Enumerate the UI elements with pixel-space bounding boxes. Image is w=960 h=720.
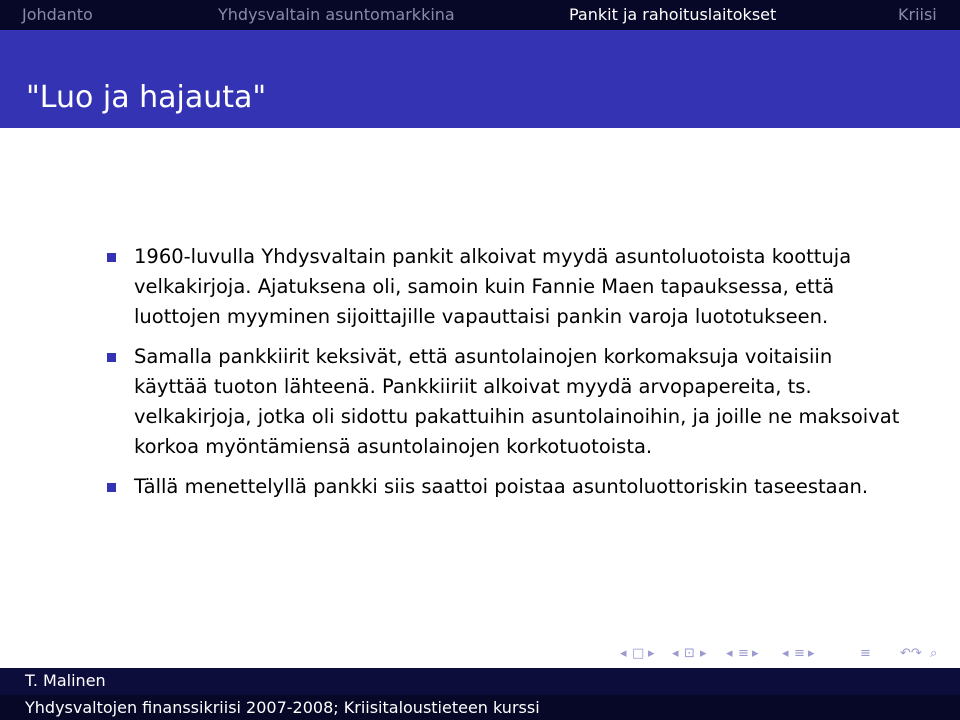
bullet-item [103, 242, 903, 332]
nav-section-pankit[interactable]: Pankit ja rahoituslaitokset [569, 5, 777, 24]
frame-icon[interactable]: □ [632, 646, 645, 661]
prev-frame-icon[interactable]: ◂ [620, 646, 627, 661]
next-section-icon[interactable]: ▸ [752, 646, 759, 661]
square-bullet-icon [107, 353, 116, 362]
prev-subsection-icon[interactable]: ◂ [672, 646, 679, 661]
next-frame-icon[interactable]: ▸ [648, 646, 655, 661]
square-bullet-icon [107, 483, 116, 492]
bullet-item [103, 472, 903, 502]
slide-title: "Luo ja hajauta" [26, 80, 267, 115]
nav-section-johdanto[interactable]: Johdanto [22, 5, 93, 24]
footer-course-title: Yhdysvaltojen finanssikriisi 2007-2008; Kriisitaloustieteen kurssi [25, 698, 540, 717]
next-document-icon[interactable]: ▸ [808, 646, 815, 661]
back-forward-icon[interactable]: ↶↷ [900, 646, 922, 661]
next-subsection-icon[interactable]: ▸ [700, 646, 707, 661]
prev-section-icon[interactable]: ◂ [726, 646, 733, 661]
nav-section-asuntomarkkina[interactable]: Yhdysvaltain asuntomarkkina [218, 5, 455, 24]
section-navigation-bar [0, 0, 960, 30]
section-icon[interactable]: ≡ [738, 646, 749, 661]
footer-author: T. Malinen [25, 671, 106, 690]
slide-content [103, 242, 903, 512]
bullet-item [103, 342, 903, 462]
square-bullet-icon [107, 253, 116, 262]
title-bar [0, 30, 960, 128]
bullet-text: Tällä menettelyllä pankki siis saattoi poistaa asuntoluottoriskin taseestaan. [134, 475, 869, 498]
footer-author-bar [0, 668, 960, 695]
bullet-text: 1960-luvulla Yhdysvaltain pankit alkoivat myydä asuntoluotoista koottuja velkakirjoja. Ajatuksena oli, samoin kuin Fannie Maen tapauksessa, että luottojen myyminen sijoittajille vapauttaisi pankin varoja luototukseen. [134, 245, 852, 328]
prev-document-icon[interactable]: ◂ [782, 646, 789, 661]
footer-course-bar [0, 695, 960, 720]
search-icon[interactable]: ⌕ [930, 646, 938, 661]
subsection-icon[interactable]: ⊡ [684, 646, 695, 661]
nav-section-kriisi[interactable]: Kriisi [898, 5, 937, 24]
bullet-text: Samalla pankkiirit keksivät, että asuntolainojen korkomaksuja voitaisiin käyttää tuoton lähteenä. Pankkiiriit alkoivat myydä arvopapereita, ts. velkakirjoja, jotka oli sidottu pakattuihin asuntolainoihin, ja joille ne maksoivat korkoa myöntämiensä asuntolainojen korkotuotoista. [134, 345, 900, 458]
appendix-icon[interactable]: ≡ [860, 646, 871, 661]
document-icon[interactable]: ≡ [794, 646, 805, 661]
